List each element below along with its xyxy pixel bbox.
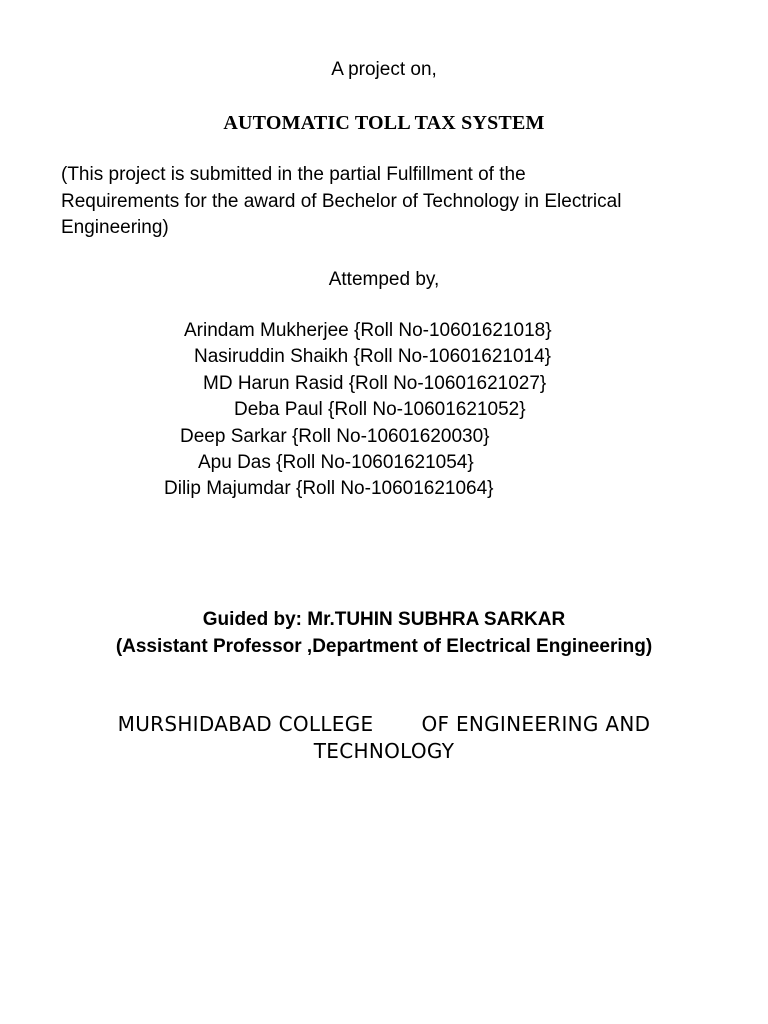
description-line: Engineering)	[61, 217, 169, 238]
college-name-line: TECHNOLOGY	[313, 739, 455, 763]
member-name: Deep Sarkar {Roll No-10601620030}	[180, 426, 490, 447]
member-name: Deba Paul {Roll No-10601621052}	[234, 399, 526, 420]
intro-text: A project on,	[331, 59, 437, 80]
project-description	[61, 162, 721, 242]
description-line: Requirements for the award of Bechelor of Technology in Electrical	[61, 190, 622, 212]
college-name-part: MURSHIDABAD COLLEGE	[117, 712, 374, 736]
member-name: Dilip Majumdar {Roll No-10601621064}	[164, 478, 494, 499]
description-line: (This project is submitted in the partial Fulfillment of the	[61, 164, 526, 185]
member-name: Arindam Mukherjee {Roll No-10601621018}	[184, 320, 552, 341]
member-name: MD Harun Rasid {Roll No-10601621027}	[203, 373, 547, 394]
project-title: AUTOMATIC TOLL TAX SYSTEM	[223, 112, 545, 134]
guide-name: Guided by: Mr.TUHIN SUBHRA SARKAR	[202, 609, 566, 630]
college-name-line	[0, 711, 768, 738]
member-name: Nasiruddin Shaikh {Roll No-10601621014}	[194, 346, 552, 367]
college-name	[0, 711, 768, 765]
guide-designation: (Assistant Professor ,Department of Electrical Engineering)	[115, 636, 653, 657]
college-name-part: OF ENGINEERING AND	[421, 712, 651, 736]
attempted-by-label: Attemped by,	[328, 269, 440, 290]
member-name: Apu Das {Roll No-10601621054}	[198, 452, 474, 473]
